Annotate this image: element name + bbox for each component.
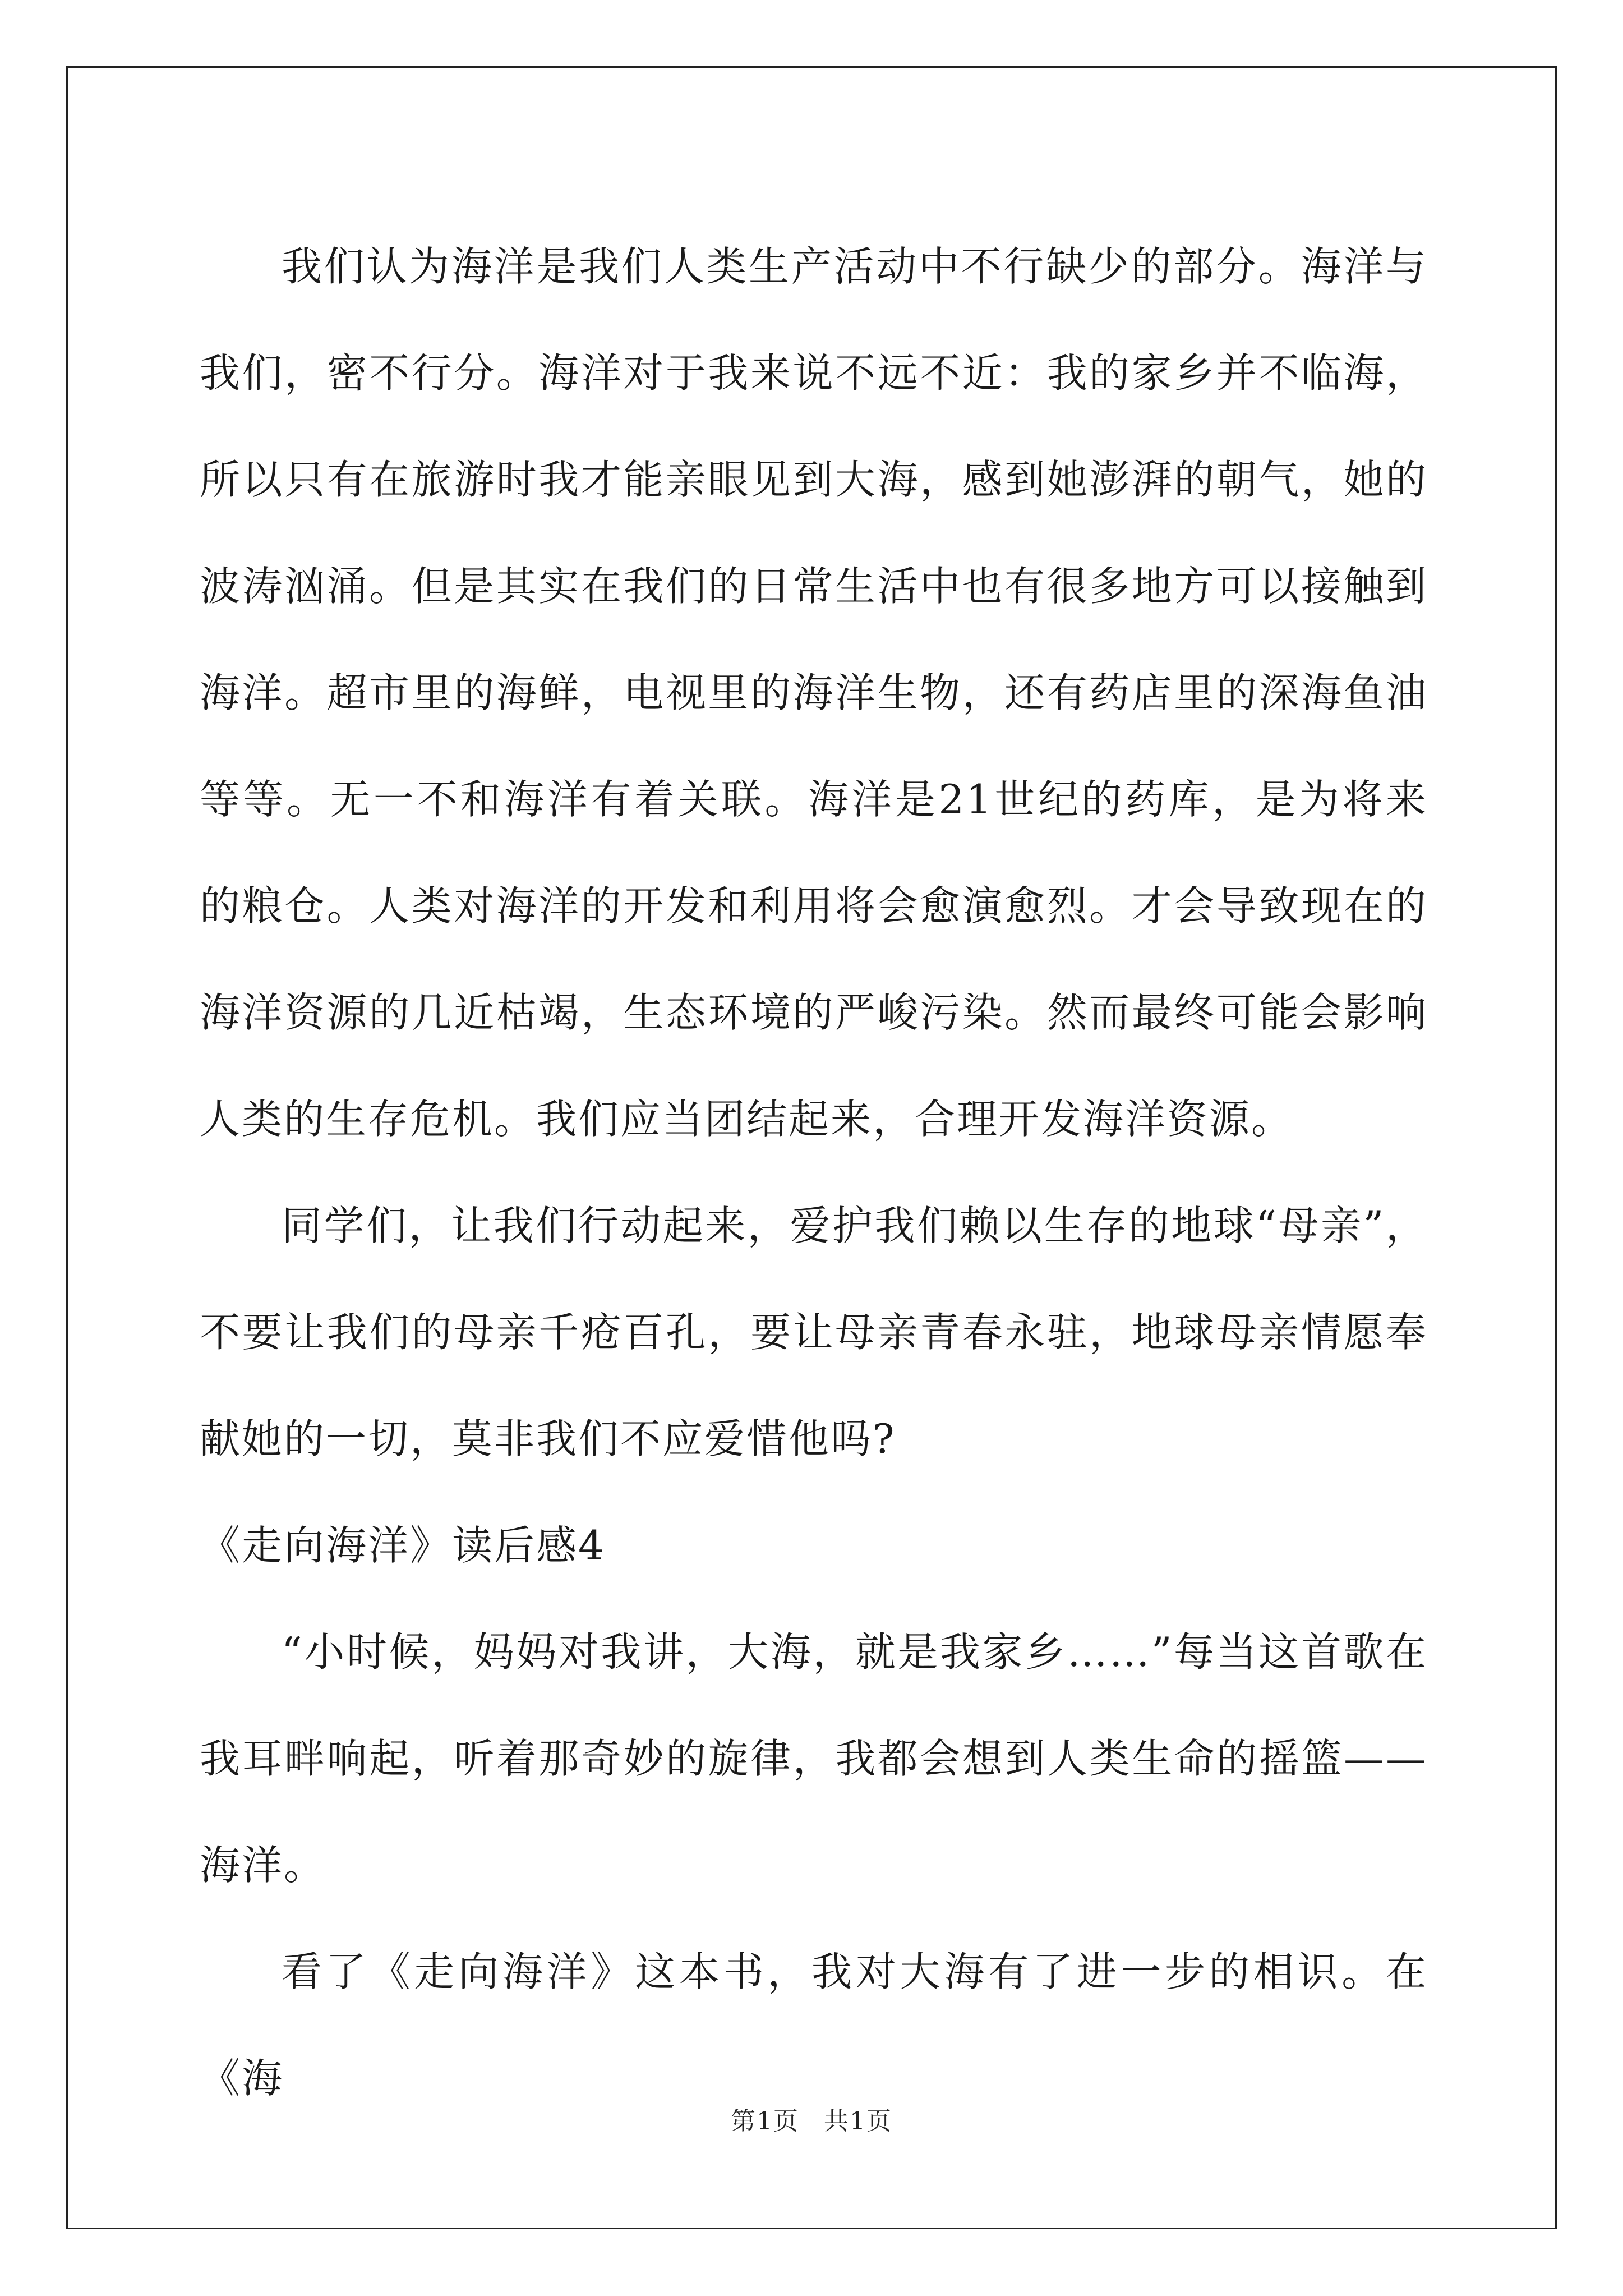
document-body	[200, 213, 1428, 2132]
paragraph-book-reading: 看了《走向海洋》这本书，我对大海有了进一步的相识。在《海	[200, 1948, 1428, 2102]
paragraph-call-to-action: 同学们，让我们行动起来，爱护我们赖以生存的地球“母亲”，不要让我们的母亲千疮百孔，要让母亲青春永驻，地球母亲情愿奉献她的一切，莫非我们不应爱惜他吗?	[200, 1202, 1428, 1462]
paragraph-song-memory: “小时候，妈妈对我讲，大海，就是我家乡……”每当这首歌在我耳畔响起，听着那奇妙的旋律，我都会想到人类生命的摇篮——海洋。	[200, 1628, 1428, 1889]
page-footer	[0, 2101, 1623, 2137]
paragraph-ocean-resources: 我们认为海洋是我们人类生产活动中不行缺少的部分。海洋与我们，密不行分。海洋对于我来说不远不近：我的家乡并不临海，所以只有在旅游时我才能亲眼见到大海，感到她澎湃的朝气，她的波涛汹涌。但是其实在我们的日常生活中也有很多地方可以接触到海洋。超市里的海鲜，电视里的海洋生物，还有药店里的深海鱼油等等。无一不和海洋有着关联。海洋是21世纪的药库，是为将来的粮仓。人类对海洋的开发和利用将会愈演愈烈。才会导致现在的海洋资源的几近枯竭，生态环境的严峻污染。然而最终可能会影响人类的生存危机。我们应当团结起来，合理开发海洋资源。	[200, 243, 1428, 1143]
page-total: 共1页	[824, 2107, 892, 2136]
section-heading: 《走向海洋》读后感4	[200, 1522, 606, 1569]
page-number: 第1页	[731, 2107, 799, 2136]
